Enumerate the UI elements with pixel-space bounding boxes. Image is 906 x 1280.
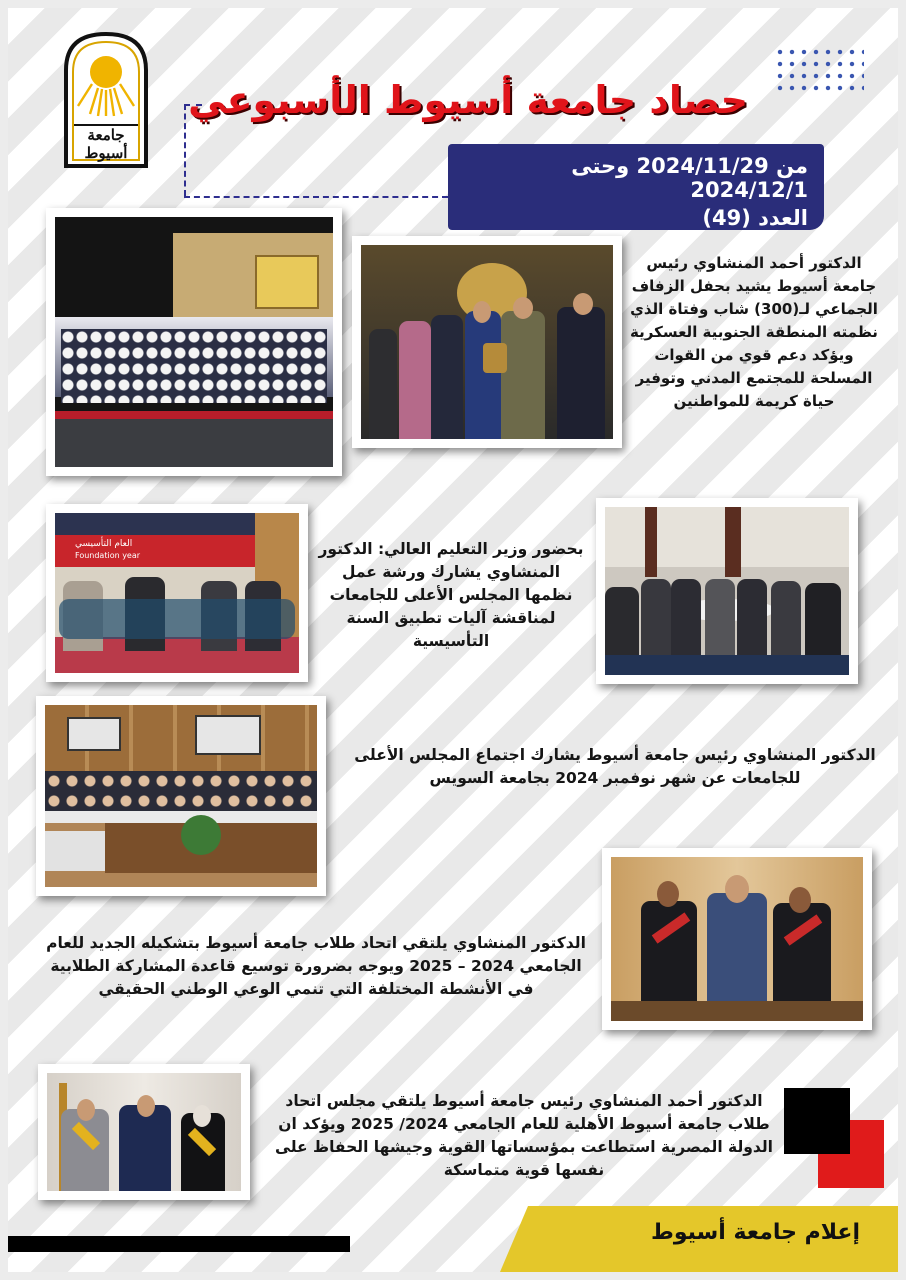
dashed-connector xyxy=(184,104,202,106)
logo-text-line1: جامعة xyxy=(87,126,125,144)
news-item-4: الدكتور المنشاوي يلتقي اتحاد طلاب جامعة أسيوط بتشكيله الجديد للعام الجامعي 2024 – 2025 ويوجه بضرورة توسيع قاعدة المشاركة الطلابية في الأنشطة المختلفة التي تنمي الوعي الوطني الحقيقي xyxy=(46,934,586,998)
bulletin-page xyxy=(8,8,898,1272)
issue-number: العدد (49) xyxy=(702,206,808,230)
page-title: حصاد جامعة أسيوط الأسبوعي xyxy=(188,78,748,122)
banner-text: العام التأسيسي xyxy=(75,539,133,549)
photo-mass-wedding xyxy=(46,208,342,476)
decorative-black-square xyxy=(784,1088,850,1154)
dashed-connector xyxy=(184,104,186,196)
news-item-1: الدكتور أحمد المنشاوي رئيس جامعة أسيوط يشيد بحفل الزفاف الجماعي لـ(300) شاب وفتاة الذي نظمته المنطقة الجنوبية العسكرية ويؤكد دعم قوي من القوات المسلحة للمجتمع المدني وتوفير حياة كريمة للمواطنين xyxy=(630,254,878,410)
photo-private-univ-union xyxy=(38,1064,250,1200)
university-logo xyxy=(60,30,152,170)
footer-black-bar xyxy=(8,1236,350,1252)
decorative-dot-grid xyxy=(774,46,864,94)
news-item-3: الدكتور المنشاوي رئيس جامعة أسيوط يشارك اجتماع المجلس الأعلى للجامعات عن شهر نوفمبر 2024 بجامعة السويس xyxy=(354,746,876,787)
date-range-box xyxy=(448,144,824,230)
dashed-connector xyxy=(184,196,448,198)
photo-council-meeting xyxy=(36,696,326,896)
banner-text-en: Foundation year xyxy=(75,551,141,560)
photo-student-union xyxy=(602,848,872,1030)
photo-award-presentation xyxy=(352,236,622,448)
photo-workshop-panel xyxy=(46,504,308,682)
news-item-5: الدكتور أحمد المنشاوي رئيس جامعة أسيوط يلتقي مجلس اتحاد طلاب جامعة أسيوط الأهلية للعام الجامعي 2024/ 2025 ويؤكد ان الدولة المصرية استطاعت بمؤسساتها القوية وجيشها الحفاظ على نفسها قوية متماسكة xyxy=(275,1092,773,1179)
photo-conference-room xyxy=(596,498,858,684)
date-range: من 2024/11/29 وحتى 2024/12/1 xyxy=(571,154,808,202)
logo-text-line2: أسيوط xyxy=(84,144,128,162)
footer-label: إعلام جامعة أسيوط xyxy=(650,1220,860,1245)
news-item-2: بحضور وزير التعليم العالي: الدكتور المنشاوي يشارك ورشة عمل نظمها المجلس الأعلى للجامعات لمناقشة آليات تطبيق السنة التأسيسية xyxy=(318,540,584,650)
